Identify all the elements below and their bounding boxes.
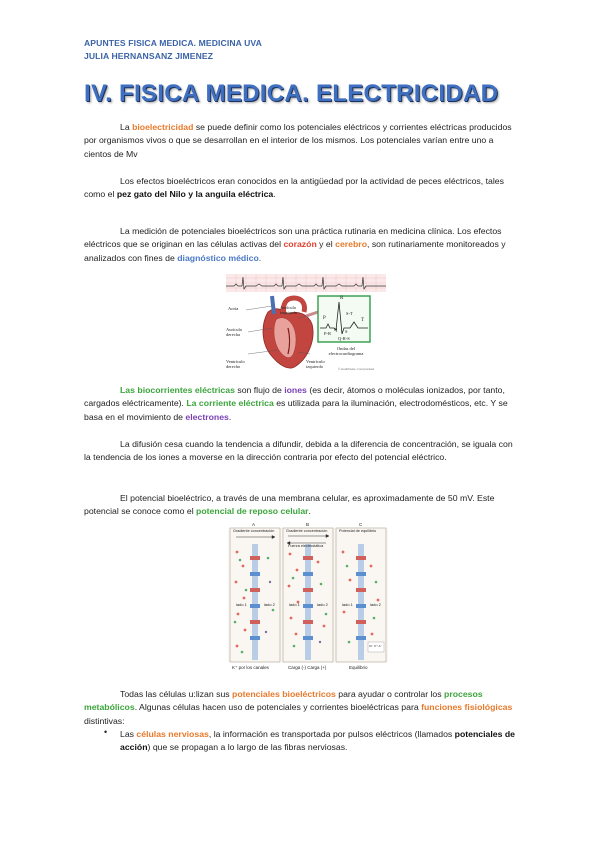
figure-credit: © Healthwise, Incorporated (338, 367, 375, 371)
label-interval-pr: P-R (324, 331, 332, 336)
caption-c: Equilibrio (349, 665, 368, 670)
label-side1-c: lado 1 (342, 602, 353, 607)
label-wave-q: Q (334, 327, 338, 332)
header-course: APUNTES FISICA MEDICA. MEDICINA UVA (84, 38, 262, 48)
label-right-ventricle: Ventrículo derecho (226, 359, 245, 369)
heart-ecg-figure (226, 274, 386, 374)
label-ecg-waves: Ondas del electrocardiograma (328, 346, 364, 356)
label-gradient-a: Gradiente concentración (233, 529, 275, 533)
label-right-atrium: Aurícula derecha (226, 327, 242, 337)
list-item-celulas-nerviosas: Las células nerviosas, la información es transportada por pulsos eléctricos (llamados potenciales de acción) que se propagan a lo largo de las fibras nerviosas. (120, 729, 516, 753)
bullet-dot: • (104, 727, 108, 737)
caption-a: K⁺ por los canales (232, 665, 269, 670)
label-side1-b: lado 1 (289, 602, 300, 607)
panel-a-letter: A (252, 522, 256, 527)
paragraph-bioelectricidad: La bioelectricidad se puede definir como los potenciales eléctricos y corrientes eléctricas producidos por organismos vivos o que se desarrollan en el interior de los mismos. Los potenciales varían entre uno a cientos de Mv (84, 122, 512, 159)
label-segment-st: S-T (346, 311, 353, 316)
label-left-atrium: Aurícula izquierda (280, 305, 297, 315)
label-side2-b: lado 2 (317, 602, 328, 607)
label-electrostatic-b: Fuerza electrostática (288, 544, 324, 548)
label-wave-s: S (345, 329, 348, 334)
label-side1-a: lado 1 (236, 602, 247, 607)
label-wave-p: P (323, 316, 326, 321)
label-aorta: Aorta (228, 306, 239, 311)
panel-c-letter: C (359, 522, 363, 527)
header-author: JULIA HERNANSANZ JIMENEZ (84, 51, 214, 61)
paragraph-potencial: El potencial bioeléctrico, a través de una membrana celular, es aproximadamente de 50 mV. Este potencial se conoce como el potencial de reposo celular. (84, 493, 495, 517)
paragraph-biocorrientes: Las biocorrientes eléctricas son flujo de iones (es decir, átomos o moléculas ionizados, por tanto, cargados eléctricamente). La corriente eléctrica es utilizada para la iluminación, electrodomésticos, etc. Y se basa en el movimiento de electrones. (84, 385, 508, 422)
caption-b: Carga (-) Carga (+) (288, 665, 327, 670)
label-side2-a: lado 2 (264, 602, 275, 607)
paragraph-medicion: La medición de potenciales bioeléctricos son una práctica rutinaria en medicina clínica. Los efectos eléctricos que se originan en las células activas del corazón y el cerebro, son rutinariamente monitoreados y analizados con fines de diagnóstico médico. (84, 226, 506, 263)
membrane-potential-figure (228, 522, 388, 674)
panel-b-letter: B (306, 522, 310, 527)
label-wave-t: T (361, 318, 365, 323)
legend-ions: Cl⁻ K⁺ A⁻ (369, 644, 383, 648)
paragraph-efectos: Los efectos bioeléctricos eran conocidos en la antigüedad por la actividad de peces eléctricos, tales como el pez gato del Nilo y la anguila eléctrica. (84, 176, 504, 200)
paragraph-difusion: La difusión cesa cuando la tendencia a difundir, debida a la diferencia de concentración, se iguala con la tendencia de los iones a moverse en la dirección contraria por efecto del potencial eléctrico. (84, 439, 513, 463)
page-title: IV. FISICA MEDICA. ELECTRICIDAD (84, 80, 499, 107)
label-wave-r: R (340, 296, 344, 301)
paragraph-celulas: Todas las células u:lizan sus potenciales bioeléctricos para ayudar o controlar los procesos metabólicos. Algunas células hacen uso de potenciales y corrientes bioeléctricas para funciones fisiológicas distintivas: (84, 689, 513, 726)
label-gradient-b: Gradiente concentración (286, 529, 328, 533)
label-complex-qrs: Q-R-S (338, 336, 350, 341)
label-left-ventricle: Ventrículo izquierdo (306, 359, 325, 369)
label-equilibrium-c: Potencial de equilibrio (339, 529, 377, 533)
label-side2-c: lado 2 (370, 602, 381, 607)
